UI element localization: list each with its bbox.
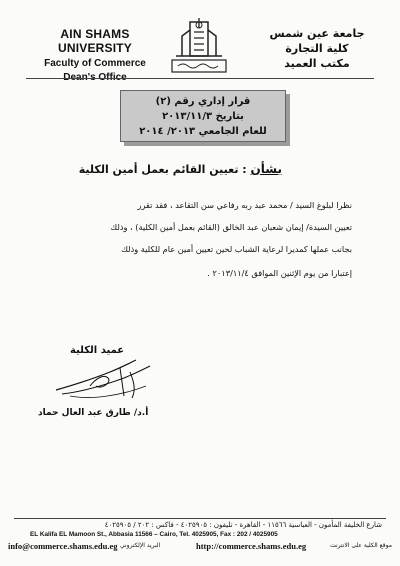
header-arabic [262,26,372,71]
footer-address-ar: شارع الخليفة المأمون - العباسية ١١٥٦٦ - القاهرة - تليفون : ٤٠٢٥٩٠٥ - فاكس : ٢٠٢ / ٤٠٢٥٩٠٥ [104,521,382,529]
decree-number: قرار إداري رقم (٢) [155,96,251,107]
decree-date: بتاريخ ٢٠١٣/١١/٣ [162,111,244,122]
subject-label: بشأن [250,162,282,176]
header-english [30,27,160,83]
decree-box-panel [120,90,286,142]
university-name-ar: جامعة عين شمس [269,27,365,40]
decree-box [120,90,288,144]
body-paragraph-4: إعتبارا من يوم الإثنين الموافق ٢٠١٣/١١/٤ . [207,268,352,278]
subject-text: : تعيين القائم بعمل أمين الكلية [78,163,247,176]
signer-title: عميد الكلية [70,345,125,356]
office-name-ar: مكتب العميد [284,57,350,70]
subject-line [79,162,282,176]
body-paragraph-1: نظرا لبلوغ السيد / محمد عبد ربه رفاعي سن التقاعد ، فقد تقرر [137,200,352,210]
footer-divider [14,518,386,519]
body-paragraph-2: تعيين السيدة/ إيمان شعبان عبد الخالق (القائم بعمل أمين الكلية) ، وذلك [110,222,352,232]
office-name-en: Dean's Office [63,72,127,83]
university-name-en: AIN SHAMS UNIVERSITY [57,27,132,55]
university-seal-logo [168,14,230,76]
decree-academic-year: للعام الجامعي ٢٠١٣/ ٢٠١٤ [139,126,267,137]
body-paragraph-3: بجانب عملها كمديرا لرعاية الشباب لحين تعيين أمين عام للكلية وذلك [121,244,352,254]
footer-website-link[interactable]: http://commerce.shams.edu.eg [196,541,307,551]
faculty-name-en: Faculty of Commerce [44,58,146,69]
faculty-name-ar: كلية التجارة [285,42,349,55]
footer-email-label: البريد الإلكتروني [120,542,161,549]
header-divider [26,78,374,79]
handwritten-signature [50,356,160,402]
footer-website-label: موقع الكلية على الانترنت [330,542,392,549]
footer-contacts [8,541,392,555]
signer-name: أ.د/ طارق عبد العال حماد [38,408,149,418]
footer-address-en: EL Kalifa EL Mamoon St., Abbasia 11566 – Cairo, Tel. 4025905, Fax : 202 / 4025905 [30,531,278,538]
footer-email-link[interactable]: info@commerce.shams.edu.eg [8,541,118,551]
